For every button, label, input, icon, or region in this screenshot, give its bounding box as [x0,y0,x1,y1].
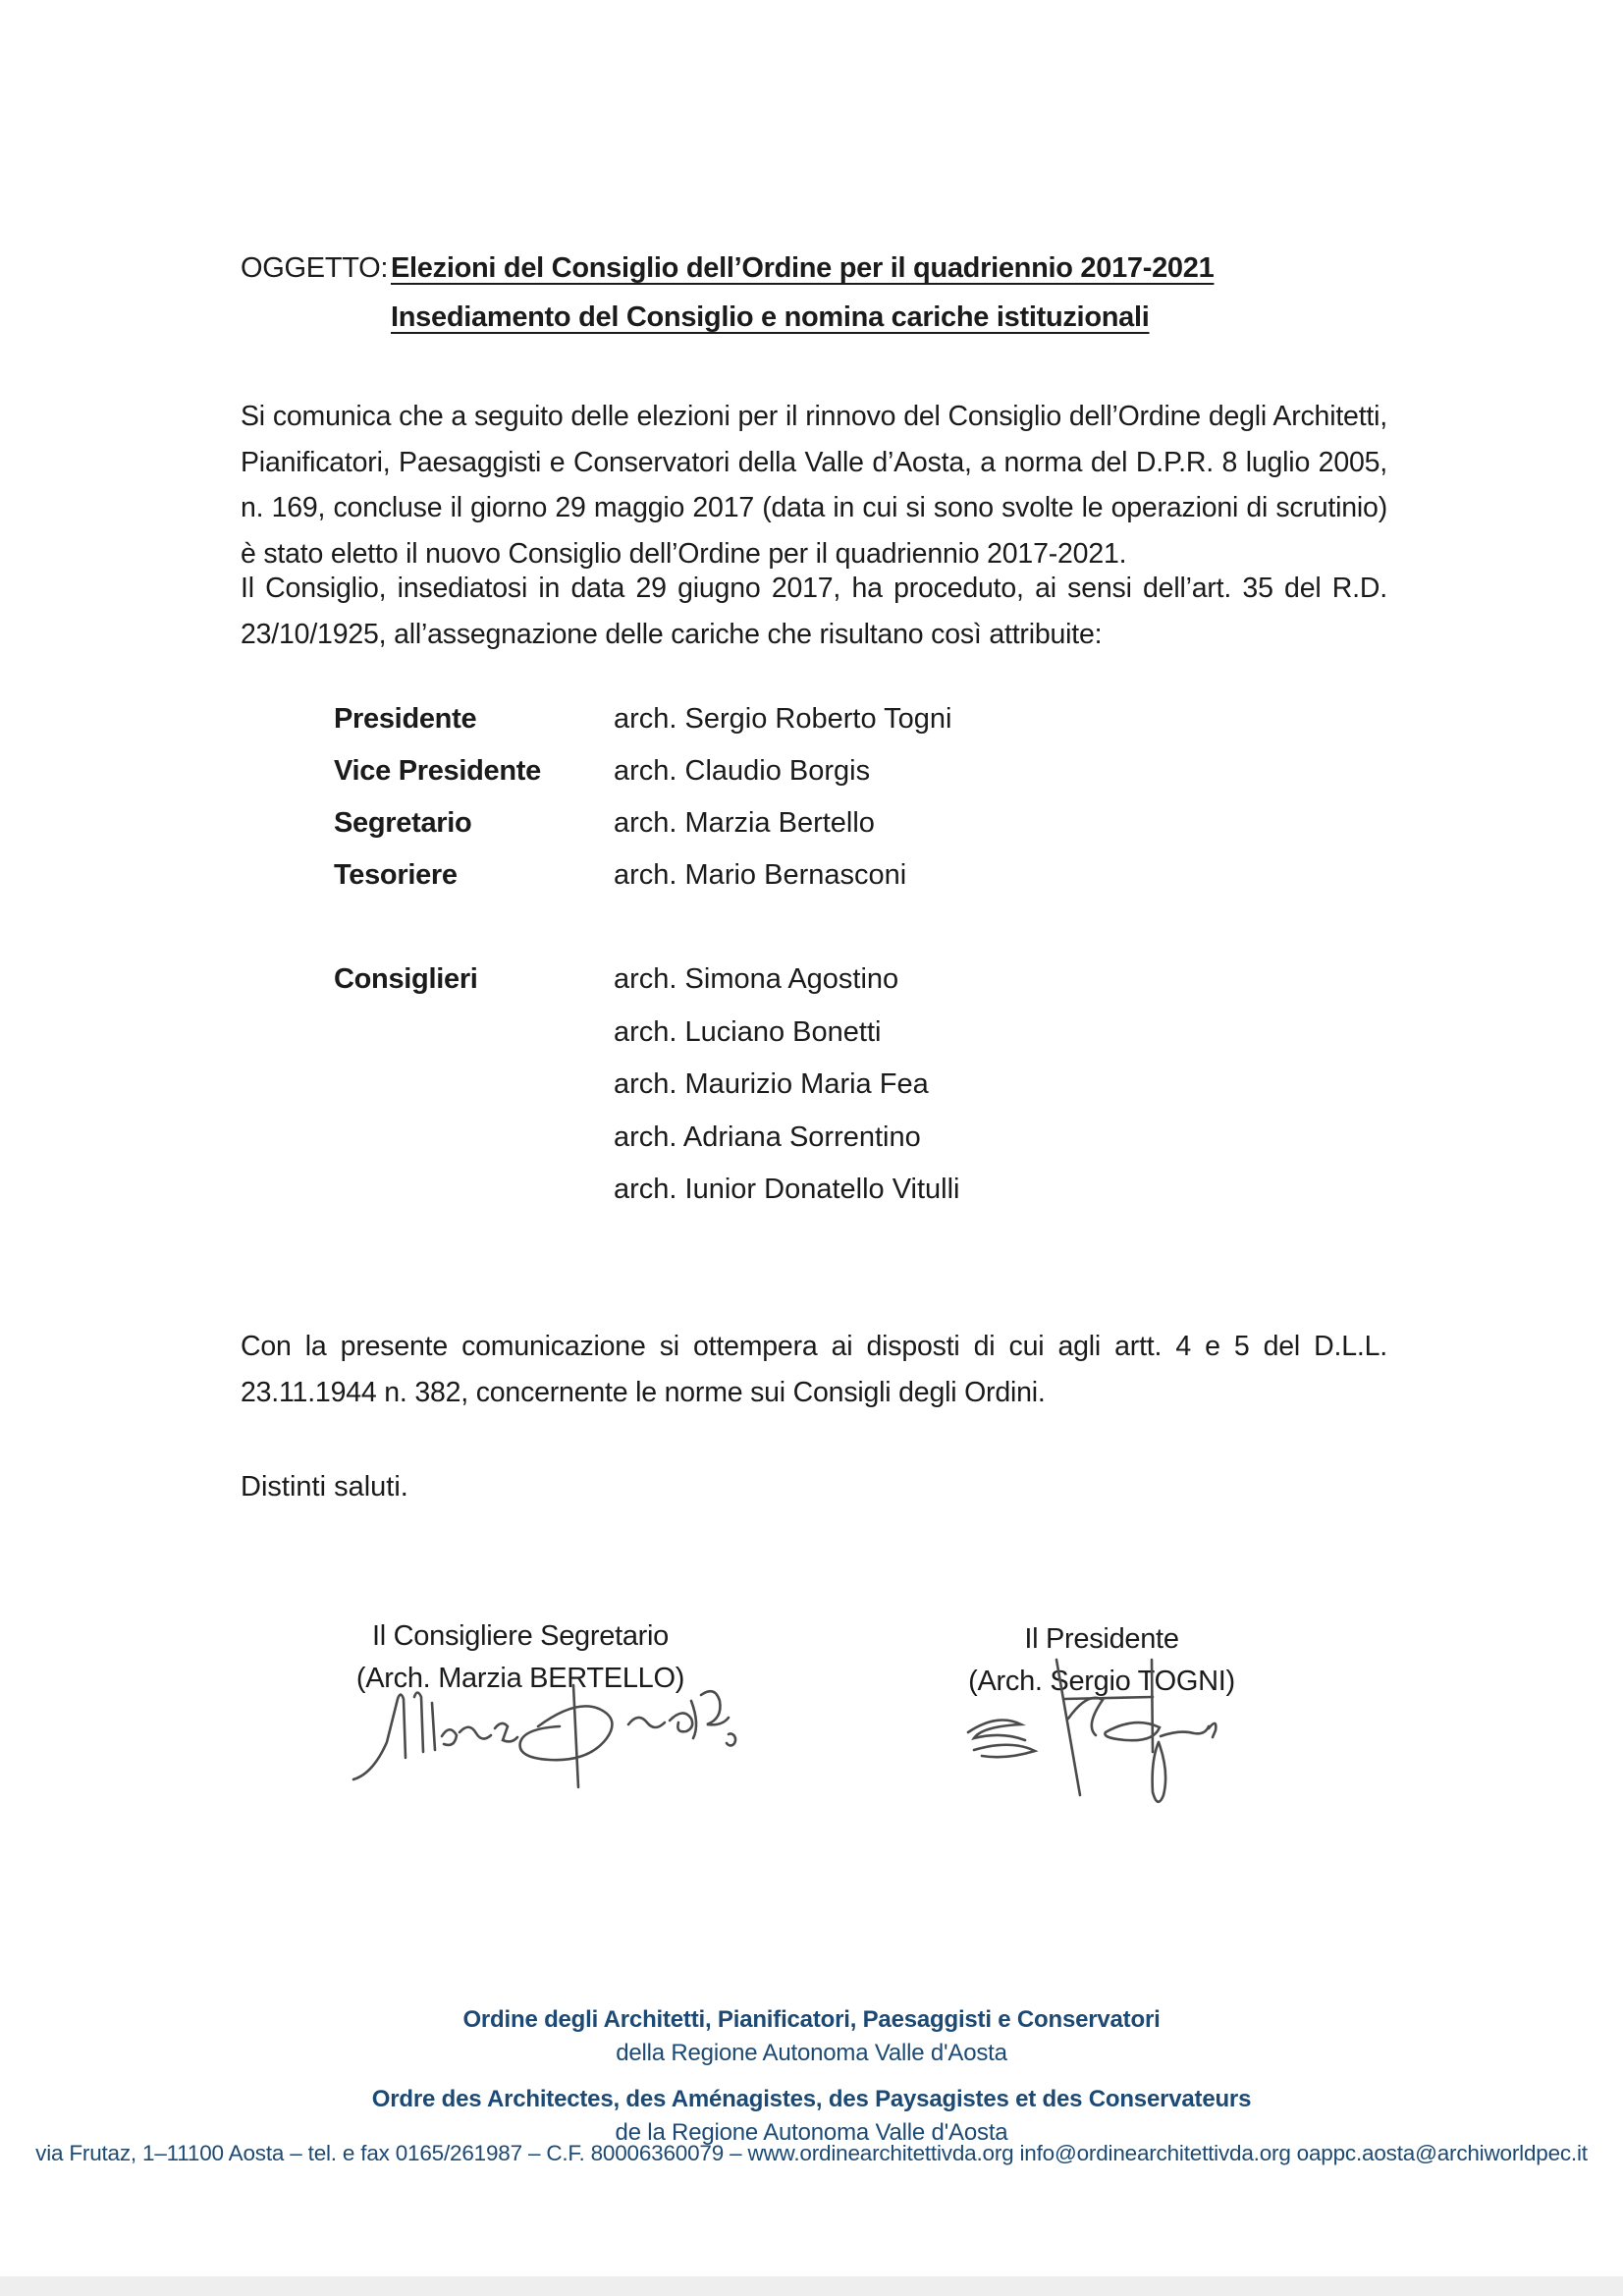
footer-org-region-fr: de la Regione Autonoma Valle d'Aosta [615,2119,1008,2146]
handwritten-signature-secretary-icon [346,1681,738,1799]
subject-label: OGGETTO: [241,252,389,284]
closing-salutation: Distinti saluti. [241,1471,408,1503]
name-cell: arch. Claudio Borgis [614,755,871,787]
signature-title: Il Consigliere Segretario [372,1620,669,1652]
signature-title: Il Presidente [1024,1623,1179,1655]
role-cell: Segretario [334,807,472,839]
name-cell: arch. Sergio Roberto Togni [614,703,952,735]
scan-edge-bar [0,2276,1623,2296]
signature-name: (Arch. Marzia BERTELLO) [355,1663,685,1694]
paragraph-compliance: Con la presente comunicazione si ottempera ai disposti di cui agli artt. 4 e 5 del D.L.L. 23.11.1944 n. 382, concernente le norme sui Consigli degli Ordini. [241,1331,1387,1408]
signature-name: (Arch. Sergio TOGNI) [968,1666,1235,1697]
subject-block [241,244,1404,342]
footer [0,2003,1623,2150]
officers-table [334,704,951,912]
footer-address-line: via Frutaz, 1–11100 Aosta – tel. e fax 0165/261987 – C.F. 80006360079 – www.ordinearchitettivda.org info@ordinearchitettivda.org oappc.aosta@archiworldpec.it [35,2141,1588,2165]
name-cell: arch. Mario Bernasconi [614,859,907,891]
list-item: arch. Iunior Donatello Vitulli [614,1174,960,1205]
footer-org-name-fr: Ordre des Architectes, des Aménagistes, des Paysagistes et des Conservateurs [371,2086,1252,2112]
subject-line-1: Elezioni del Consiglio dell’Ordine per il quadriennio 2017-2021 [391,252,1215,284]
paragraph-elections: Si comunica che a seguito delle elezioni per il rinnovo del Consiglio dell’Ordine degli Architetti, Pianificatori, Paesaggisti e Conservatori della Valle d’Aosta, a norma del D.P.R. 8 luglio 2005, n. 169, concluse il giorno 29 maggio 2017 (data in cui si sono svolte le operazioni di scrutinio) è stato eletto il nuovo Consiglio dell’Ordine per il quadriennio 2017-2021. [241,401,1387,570]
role-cell: Vice Presidente [334,755,541,787]
footer-org-region-it: della Regione Autonoma Valle d'Aosta [616,2040,1007,2066]
list-item: arch. Adriana Sorrentino [614,1121,921,1153]
role-cell: Tesoriere [334,859,458,891]
table-row [334,808,951,838]
footer-org-name-it: Ordine degli Architetti, Pianificatori, Paesaggisti e Conservatori [462,2006,1161,2033]
footer-spacer [0,2070,1623,2083]
role-cell: Presidente [334,703,477,735]
list-item: arch. Maurizio Maria Fea [614,1068,929,1100]
handwritten-signature-president-icon [950,1656,1245,1832]
councillors-block [334,964,960,1228]
table-row [334,704,951,734]
name-cell: arch. Marzia Bertello [614,807,875,839]
table-row [334,860,951,890]
councillors-label: Consiglieri [334,963,478,995]
councillors-list [614,964,960,1228]
table-row [334,756,951,786]
subject-line-2: Insediamento del Consiglio e nomina cariche istituzionali [391,301,1150,333]
list-item: arch. Simona Agostino [614,963,899,995]
list-item: arch. Luciano Bonetti [614,1015,882,1048]
subject-title [391,244,1214,342]
paragraph-assignment: Il Consiglio, insediatosi in data 29 giugno 2017, ha proceduto, ai sensi dell’art. 35 del R.D. 23/10/1925, all’assegnazione delle cariche che risultano così attribuite: [241,573,1387,650]
